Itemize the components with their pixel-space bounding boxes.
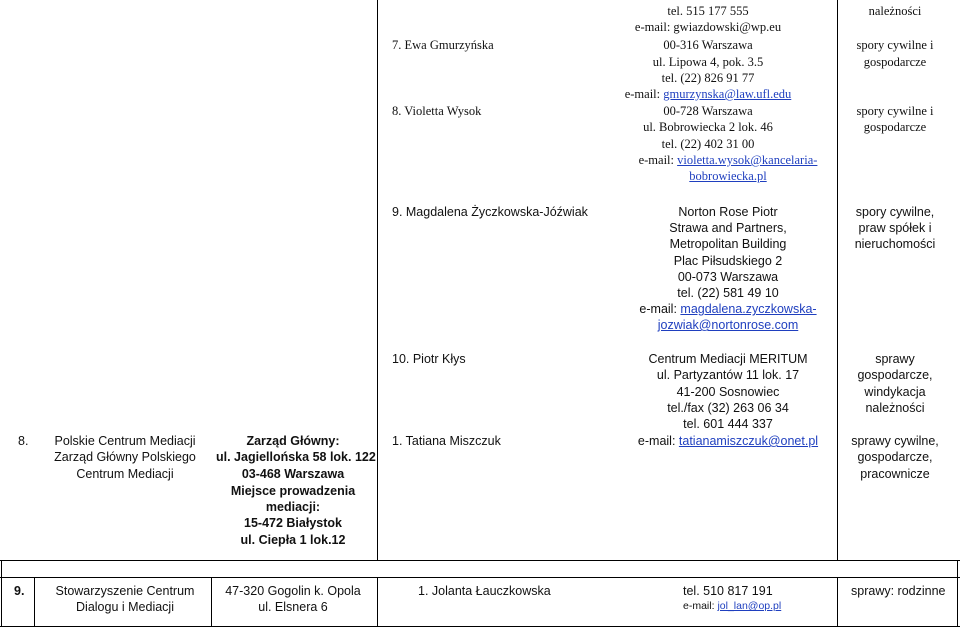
mediator-7-address-street: ul. Lipowa 4, pok. 3.5 (652, 55, 764, 69)
mediator-9-email-link-cont[interactable]: jozwiak@nortonrose.com (657, 318, 799, 332)
grid-line-v-1 (377, 0, 378, 560)
row-8-mediator-email: e-mail: tatianamiszczuk@onet.pl (637, 434, 819, 448)
mediator-9-email-link[interactable]: magdalena.zyczkowska- (680, 302, 817, 316)
mediator-7-address-city: 00-316 Warszawa (663, 38, 753, 52)
mediator-10-specialty-3: windykacja (864, 385, 926, 399)
row-9-mediator-email: e-mail: jol_lan@op.pl (683, 600, 782, 612)
row-8-mediator-email-link[interactable]: tatianamiszczuk@onet.pl (678, 434, 819, 448)
mediator-7-tel: tel. (22) 826 91 77 (661, 71, 755, 85)
mediator-7-email: e-mail: gmurzynska@law.ufl.edu (624, 87, 792, 101)
grid-line-h-3 (0, 626, 960, 627)
row-8-specialty-3: pracownicze (860, 467, 930, 481)
mediator-8-address-street: ul. Bobrowiecka 2 lok. 46 (643, 120, 773, 134)
mediator-10-specialty-4: należności (865, 401, 925, 415)
mediator-8-specialty-2: gospodarcze (863, 120, 927, 134)
row-8-number: 8. (18, 434, 29, 448)
grid-line-v-row9-c (377, 577, 378, 626)
mediator-7-name: 7. Ewa Gmurzyńska (392, 38, 494, 52)
row-9-mediator-tel: tel. 510 817 191 (683, 584, 773, 598)
row-8-address-2: ul. Jagiellońska 58 lok. 122 (216, 450, 376, 464)
mediator-7-email-link[interactable]: gmurzynska@law.ufl.edu (663, 87, 792, 101)
mediator-10-address-1: Centrum Mediacji MERITUM (648, 352, 808, 366)
mediator-10-address-3: 41-200 Sosnowiec (676, 385, 780, 399)
row-9-mediator-name: 1. Jolanta Łauczkowska (418, 584, 551, 598)
grid-line-v-row9-b (211, 577, 212, 626)
mediator-8-email: e-mail: violetta.wysok@kancelaria- (638, 153, 818, 167)
mediator-8-email-link-cont[interactable]: bobrowiecka.pl (689, 169, 767, 183)
mediator-9-email: e-mail: magdalena.zyczkowska- (639, 302, 817, 316)
grid-line-v-2 (837, 0, 838, 560)
grid-line-v-left (1, 560, 2, 626)
row-9-specialty: sprawy: rodzinne (851, 584, 946, 598)
mediator-9-address-3: Metropolitan Building (669, 237, 787, 251)
mediator-6-tel: tel. 515 177 555 (667, 4, 749, 18)
mediator-9-address-1: Norton Rose Piotr (678, 205, 778, 219)
row-9-mediator-email-link[interactable]: jol_lan@op.pl (717, 600, 782, 612)
mediator-10-address-2: ul. Partyzantów 11 lok. 17 (656, 368, 800, 382)
row-8-address-1: Zarząd Główny: (246, 434, 340, 448)
row-8-address-6: 15-472 Białystok (244, 516, 342, 530)
mediator-7-specialty-1: spory cywilne i (856, 38, 934, 52)
mediator-10-tel: tel. 601 444 337 (683, 417, 773, 431)
mediator-8-specialty-1: spory cywilne i (856, 104, 934, 118)
mediator-10-specialty-2: gospodarcze, (857, 368, 933, 382)
mediator-8-name: 8. Violetta Wysok (392, 104, 482, 118)
row-8-specialty-1: sprawy cywilne, (851, 434, 939, 448)
row-8-address-5: mediacji: (265, 500, 321, 514)
row-9-address-2: ul. Elsnera 6 (258, 600, 328, 614)
mediator-10-address-4: tel./fax (32) 263 06 34 (667, 401, 789, 415)
row-9-org-line-1: Stowarzyszenie Centrum (55, 584, 195, 598)
mediator-9-tel: tel. (22) 581 49 10 (677, 286, 779, 300)
mediator-8-email-link[interactable]: violetta.wysok@kancelaria- (677, 153, 818, 167)
mediator-9-specialty-2: praw spółek i (858, 221, 932, 235)
mediator-9-address-4: Plac Piłsudskiego 2 (673, 254, 783, 268)
row-8-address-4: Miejsce prowadzenia (230, 484, 356, 498)
mediator-9-specialty-3: nieruchomości (854, 237, 936, 251)
row-9-org-line-2: Dialogu i Mediacji (76, 600, 174, 614)
row-8-mediator-name: 1. Tatiana Miszczuk (392, 434, 501, 448)
mediator-9-address-5: 00-073 Warszawa (677, 270, 779, 284)
mediator-9-name: 9. Magdalena Życzkowska-Jóźwiak (392, 205, 588, 219)
grid-line-h-2 (0, 577, 960, 578)
mediator-8-tel: tel. (22) 402 31 00 (661, 137, 755, 151)
mediator-9-specialty-1: spory cywilne, (855, 205, 935, 219)
mediator-9-email-cont (608, 318, 848, 332)
mediator-8-email-cont (608, 169, 848, 184)
row-9-address-1: 47-320 Gogolin k. Opola (225, 584, 361, 598)
mediator-9-address-2: Strawa and Partners, (669, 221, 787, 235)
row-9-number: 9. (14, 584, 25, 598)
row-8-org-line-3: Centrum Mediacji (76, 467, 174, 481)
row-8-address-7: ul. Ciepła 1 lok.12 (240, 533, 346, 547)
mediator-10-name: 10. Piotr Kłys (392, 352, 466, 366)
grid-line-v-row9-a (34, 577, 35, 626)
mediator-6-specialty: należności (868, 4, 922, 18)
grid-line-v-row9-d (837, 577, 838, 626)
row-8-org-line-2: Zarząd Główny Polskiego (54, 450, 196, 464)
row-8-address-3: 03-468 Warszawa (241, 467, 345, 481)
mediator-6-email: e-mail: gwiazdowski@wp.eu (634, 20, 782, 34)
mediator-8-address-city: 00-728 Warszawa (663, 104, 753, 118)
mediator-7-specialty-2: gospodarcze (863, 55, 927, 69)
grid-line-v-right (957, 560, 958, 626)
mediator-10-specialty-1: sprawy (875, 352, 915, 366)
grid-line-h-1 (0, 560, 960, 561)
row-8-specialty-2: gospodarcze, (857, 450, 933, 464)
row-8-org-line-1: Polskie Centrum Mediacji (54, 434, 196, 448)
